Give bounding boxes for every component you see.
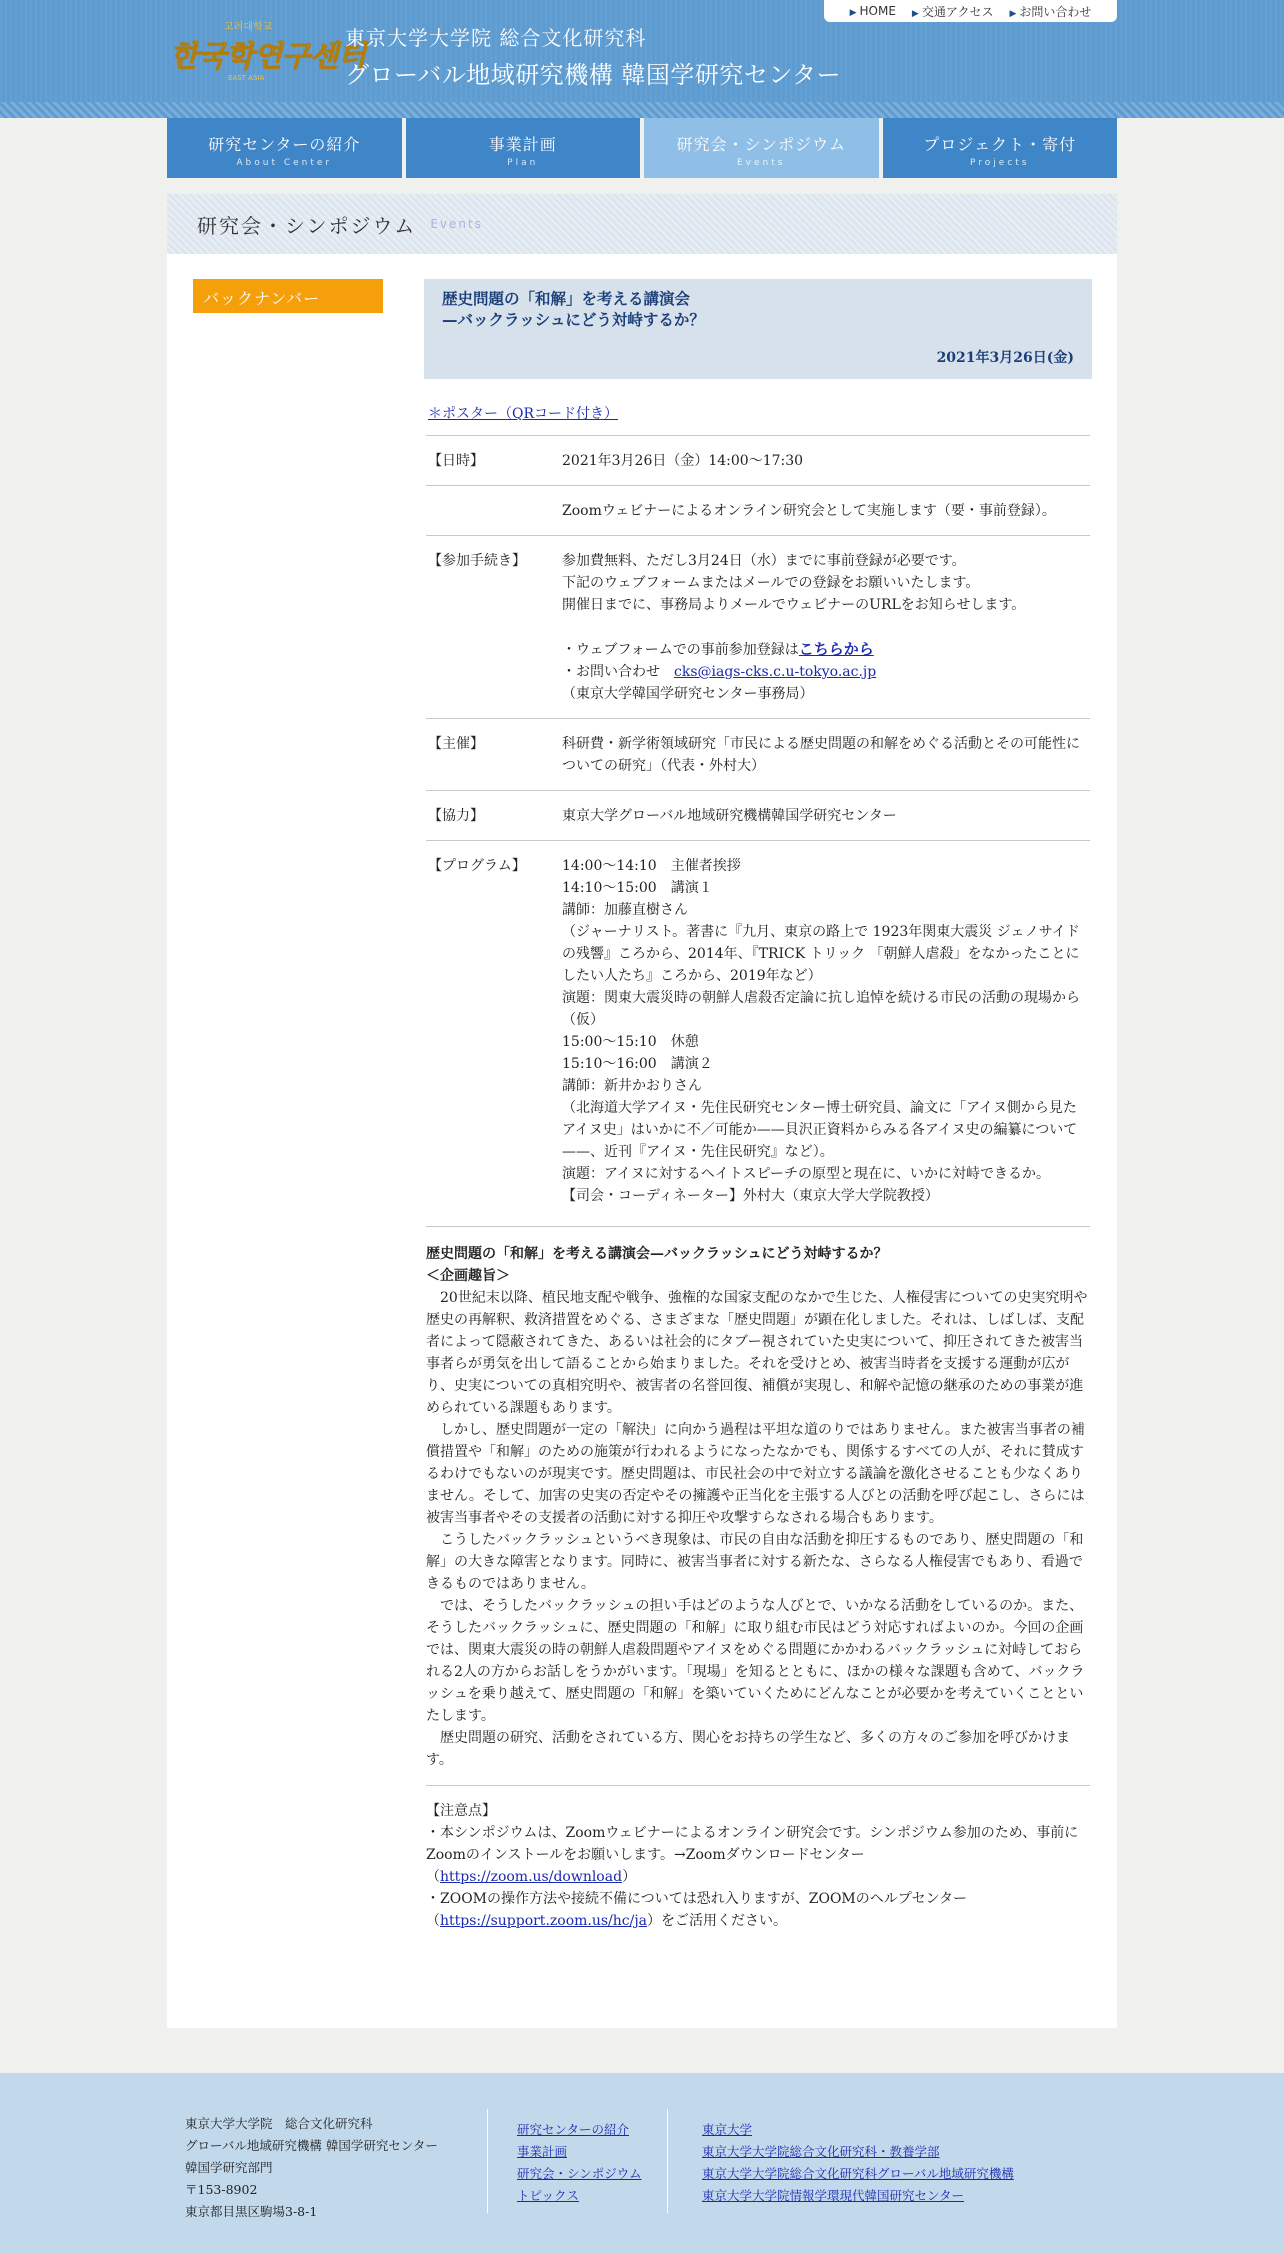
footer-site-links xyxy=(517,2119,642,2207)
main-nav xyxy=(167,118,1117,178)
access-link[interactable]: ▶ 交通アクセス xyxy=(911,4,994,19)
section-title: 研究会・シンポジウム xyxy=(197,213,417,238)
divider xyxy=(426,1226,1090,1227)
row-value: Zoomウェビナーによるオンライン研究会として実施します（要・事前登録）。 xyxy=(562,503,1056,519)
notes-section: 【注意点】 ・本シンポジウムは、Zoomウェビナーによるオンライン研究会です。シンポジウム参加のため、事前にZoomのインストールをお願いします。→Zoomダウンロードセンター （https://zoom.us/download） ・ZOOMの操作方法や接続不備については恐れ入りますが、ZOOMのヘルプセンター （https://support.zoom.us/hc/ja）をご活用ください。 xyxy=(426,1800,1090,1932)
triangle-icon: ▶ xyxy=(849,8,857,18)
footer-link-events[interactable]: 研究会・シンポジウム xyxy=(517,2166,642,2181)
program-list xyxy=(562,855,1090,1207)
footer-link-global[interactable]: 東京大学大学院総合文化研究科グローバル地域研究機構 xyxy=(702,2166,1014,2181)
program-item: 14:10～15:00 講演１ xyxy=(562,880,713,896)
tab-about-center[interactable]: 研究センターの紹介 About Center xyxy=(167,118,402,178)
row-label xyxy=(426,500,562,522)
row-label: 【プログラム】 xyxy=(428,858,526,874)
event-detail xyxy=(424,279,1092,1932)
row-value: 東京大学グローバル地域研究機構韓国学研究センター xyxy=(562,808,897,824)
row-value: 2021年3月26日（金）14:00～17:30 xyxy=(562,453,804,469)
table-row xyxy=(426,790,1090,840)
event-info-table xyxy=(426,435,1090,1220)
footer-link-korea-center[interactable]: 東京大学大学院情報学環現代韓国研究センター xyxy=(702,2188,965,2203)
row-value: 参加費無料、ただし3月24日（水）までに事前登録が必要です。 下記のウェブフォームまたはメールでの登録をお願いいたします。 開催日までに、事務局よりメールでウェビナーのURLをお知らせします。 ・ウェブフォームでの事前参加登録はこちらから ・お問い合わせ cks@iags-cks.c.u-tokyo.ac.jp （東京大学韓国学研究センター事務局） xyxy=(562,553,1026,702)
contact-link[interactable]: ▶ お問い合わせ xyxy=(1009,4,1092,19)
notes-heading: 【注意点】 xyxy=(426,1803,496,1819)
center-logo[interactable] xyxy=(166,18,367,84)
footer-divider xyxy=(667,2109,668,2213)
footer-link-utokyo[interactable]: 東京大学 xyxy=(702,2122,753,2137)
site-header xyxy=(0,0,1284,118)
header-subtitle: 東京大学大学院 総合文化研究科 xyxy=(345,26,647,50)
program-item: 【司会・コーディネーター】外村大（東京大学大学院教授） xyxy=(562,1188,939,1204)
purpose-paragraph: 歴史問題の研究、活動をされている方、関心をお持ちの学生など、多くの方々のご参加を呼びかけます。 xyxy=(426,1730,1070,1768)
table-row xyxy=(426,718,1090,790)
poster-link[interactable]: ＊ポスター（QRコード付き） xyxy=(428,406,619,422)
tab-plan[interactable]: 事業計画 Plan xyxy=(406,118,641,178)
event-title-line2: —バックラッシュにどう対峙するか？ xyxy=(442,311,705,329)
program-item: 講師：新井かおりさん xyxy=(562,1078,702,1094)
zoom-help-link[interactable]: https://support.zoom.us/hc/ja xyxy=(440,1913,648,1929)
row-value: 科研費・新学術領域研究「市民による歴史問題の和解をめぐる活動とその可能性についての研究」（代表・外村大） xyxy=(562,736,1080,774)
purpose-subheading: ＜企画趣旨＞ xyxy=(426,1268,510,1284)
table-row xyxy=(426,435,1090,485)
table-row xyxy=(426,840,1090,1220)
contact-email-link[interactable]: cks@iags-cks.c.u-tokyo.ac.jp xyxy=(674,664,877,680)
section-title-en: Events xyxy=(430,217,483,231)
event-date: 2021年3月26日(金) xyxy=(936,350,1074,366)
content-card xyxy=(167,194,1117,2028)
purpose-heading: 歴史問題の「和解」を考える講演会—バックラッシュにどう対峙するか？ xyxy=(426,1246,888,1262)
program-item: 演題：関東大震災時の朝鮮人虐殺否定論に抗し追悼を続ける市民の活動の現場から（仮） xyxy=(562,990,1080,1028)
purpose-paragraph: 20世紀末以降、植民地支配や戦争、強権的な国家支配のなかで生じた、人権侵害についての史実究明や歴史の再解釈、救済措置をめぐる、さまざまな「歴史問題」が顕在化しました。それは、しばしば、支配者によって隠蔽されてきた、あるいは社会的にタブー視されていた史実について、抑圧されてきた被害当事者らが勇気を出して語ることから始まりました。それを受けとめ、被害当時者を支援する運動が広がり、史実についての真相究明や、被害者の名誉回復、補償が実現し、和解や記憶の継承のための事業が進められている課題もあります。 xyxy=(426,1290,1088,1416)
table-row xyxy=(426,535,1090,718)
program-item: （北海道大学アイヌ・先住民研究センター博士研究員、論文に「アイヌ側から見たアイヌ史」はいかに不／可能か——貝沢正資料からみる各アイヌ史の編纂について——、近刊『アイヌ・先住民研究』など）。 xyxy=(562,1100,1078,1160)
program-item: 14:00～14:10 主催者挨拶 xyxy=(562,858,741,874)
event-title-box xyxy=(424,279,1092,379)
triangle-icon: ▶ xyxy=(1009,8,1017,19)
registration-link[interactable]: こちらから xyxy=(798,640,874,658)
program-item: （ジャーナリスト。著書に『九月、東京の路上で 1923年関東大震災 ジェノサイドの残響』ころから、2014年、『TRICK トリック 「朝鮮人虐殺」をなかったことにしたい人たち』ころから、2019年など） xyxy=(562,924,1080,984)
footer-divider xyxy=(487,2109,488,2213)
utility-nav xyxy=(824,0,1117,22)
svg-text:한국학연구센터: 한국학연구센터 xyxy=(170,39,367,73)
svg-text:EAST ASIA: EAST ASIA xyxy=(228,74,265,82)
row-label: 【協力】 xyxy=(428,808,484,824)
event-purpose xyxy=(426,1243,1090,1771)
row-label: 【参加手続き】 xyxy=(428,553,526,569)
row-label: 【日時】 xyxy=(428,453,484,469)
header-title: グローバル地域研究機構 韓国学研究センター xyxy=(345,61,841,89)
tab-projects[interactable]: プロジェクト・寄付 Projects xyxy=(883,118,1118,178)
zoom-download-link[interactable]: https://zoom.us/download xyxy=(440,1869,623,1885)
divider xyxy=(426,1785,1090,1786)
footer-link-topics[interactable]: トピックス xyxy=(517,2188,579,2203)
purpose-paragraph: しかし、歴史問題が一定の「解決」に向かう過程は平坦な道のりではありません。また被害当事者の補償措置や「和解」のための施策が行われるようになったなかでも、関係するすべての人が、それに賛成するわけでもないのが現実です。歴史問題は、市民社会の中で対立する議論を激化させることも少なくありません。そして、加害の史実の否定やその擁護や正当化を主張する人びとの活動を呼び起こし、さらには被害当事者やその支援者の活動に対する抑圧や攻撃すらなされる場合もあります。 xyxy=(426,1422,1085,1526)
svg-text:고려대학교: 고려대학교 xyxy=(224,22,273,33)
purpose-paragraph: では、そうしたバックラッシュの担い手はどのような人びとで、いかなる活動をしているのか。また、そうしたバックラッシュに、歴史問題の「和解」に取り組む市民はどう対応すればよいのか。今回の企画では、関東大震災の時の朝鮮人虐殺問題やアイヌをめぐる問題にかかわるバックラッシュに対峙しておられる2人の方からお話しをうかがいます。「現場」を知るとともに、ほかの様々な課題も含めて、バックラッシュを乗り越えて、歴史問題の「和解」を築いていくためにどんなことが必要かを考えていくことといたします。 xyxy=(426,1598,1085,1724)
footer-link-about[interactable]: 研究センターの紹介 xyxy=(517,2122,630,2137)
header-band xyxy=(0,102,1284,118)
row-label: 【主催】 xyxy=(428,736,484,752)
purpose-paragraph: こうしたバックラッシュというべき現象は、市民の自由な活動を抑圧するものであり、歴史問題の「和解」の大きな障害となります。同時に、被害当事者に対する新たな、さらなる人権侵害でもあり、看過できるものではありません。 xyxy=(426,1532,1084,1592)
event-title-line1: 歴史問題の「和解」を考える講演会 xyxy=(442,290,691,308)
footer-link-arts-sciences[interactable]: 東京大学大学院総合文化研究科・教養学部 xyxy=(702,2144,940,2159)
tab-events[interactable]: 研究会・シンポジウム Events xyxy=(644,118,879,178)
program-item: 15:10～16:00 講演２ xyxy=(562,1056,713,1072)
section-header xyxy=(167,194,1117,254)
footer-link-plan[interactable]: 事業計画 xyxy=(517,2144,568,2159)
program-item: 演題：アイヌに対するヘイトスピーチの原型と現在に、いかに対峙できるか。 xyxy=(562,1166,1051,1182)
program-item: 講師：加藤直樹さん xyxy=(562,902,688,918)
footer-address: 東京大学大学院 総合文化研究科 グローバル地域研究機構 韓国学研究センター 韓国学研究部門 〒153-8902 東京都目黒区駒場3-8-1 xyxy=(185,2116,438,2219)
site-footer xyxy=(0,2073,1284,2253)
footer-external-links xyxy=(702,2119,1014,2207)
program-item: 15:00～15:10 休憩 xyxy=(562,1034,699,1050)
backnumber-button[interactable]: バックナンバー xyxy=(193,279,383,313)
table-row xyxy=(426,485,1090,535)
home-link[interactable]: ▶ HOME xyxy=(849,4,896,18)
triangle-icon: ▶ xyxy=(911,8,919,19)
